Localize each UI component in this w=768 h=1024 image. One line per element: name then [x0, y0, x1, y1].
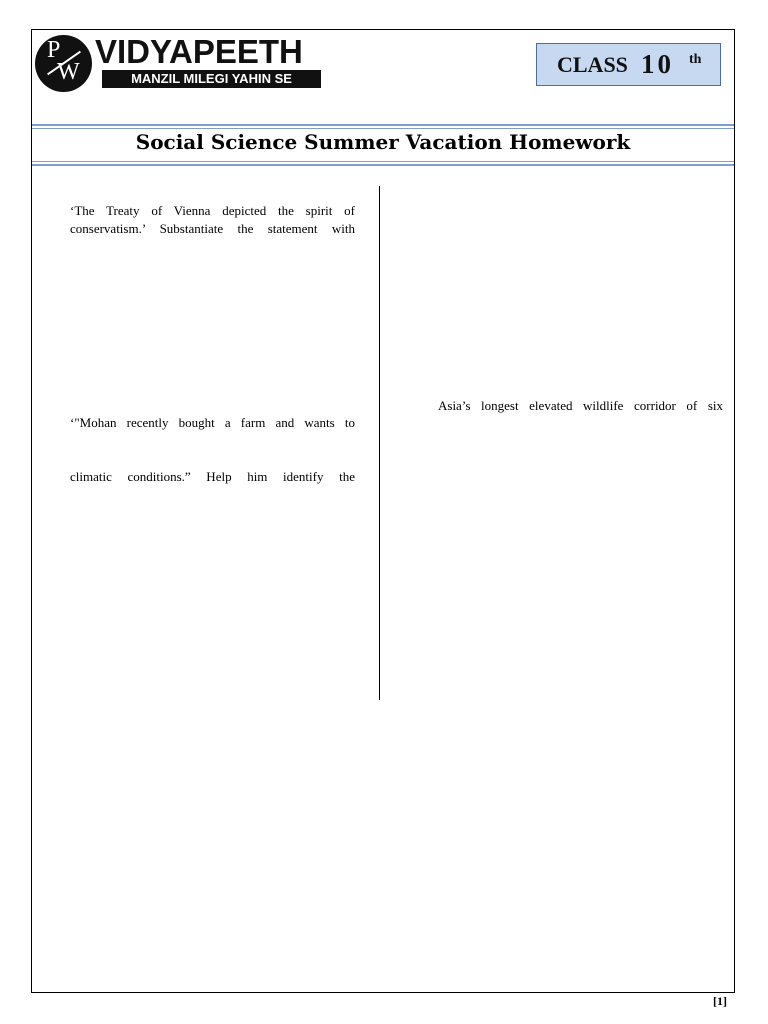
- class-suffix: th: [689, 52, 702, 67]
- question-text-line: Asia’s longest elevated wildlife corridor of six: [438, 398, 723, 413]
- pw-vidyapeeth-logo: [35, 35, 325, 95]
- brand-name: VIDYAPEETH: [95, 33, 303, 70]
- document-title: Social Science Summer Vacation Homework: [135, 130, 631, 154]
- class-badge: [536, 43, 721, 86]
- logo-letter-w: W: [57, 59, 80, 85]
- logo-letter-p: P: [47, 37, 61, 63]
- brand-tagline: MANZIL MILEGI YAHIN SE: [102, 70, 321, 88]
- page-number: [1]: [713, 994, 727, 1008]
- page-border: [31, 29, 735, 993]
- column-divider: [379, 186, 380, 700]
- title-rule-bottom-thin: [32, 161, 734, 162]
- class-label: CLASS: [557, 52, 628, 77]
- question-text-line: conservatism.’ Substantiate the statement with: [70, 221, 355, 236]
- question-text-line: ‘The Treaty of Vienna depicted the spirit of: [70, 203, 355, 218]
- title-rule-bottom: [32, 164, 734, 166]
- question-text-line: ‘"Mohan recently bought a farm and wants to: [70, 415, 355, 430]
- title-rule-top: [32, 124, 734, 126]
- question-text-line: climatic conditions.” Help him identify the: [70, 469, 355, 484]
- pw-emblem-icon: [35, 35, 92, 92]
- title-rule-top-thin: [32, 128, 734, 129]
- class-number: 10: [641, 49, 674, 79]
